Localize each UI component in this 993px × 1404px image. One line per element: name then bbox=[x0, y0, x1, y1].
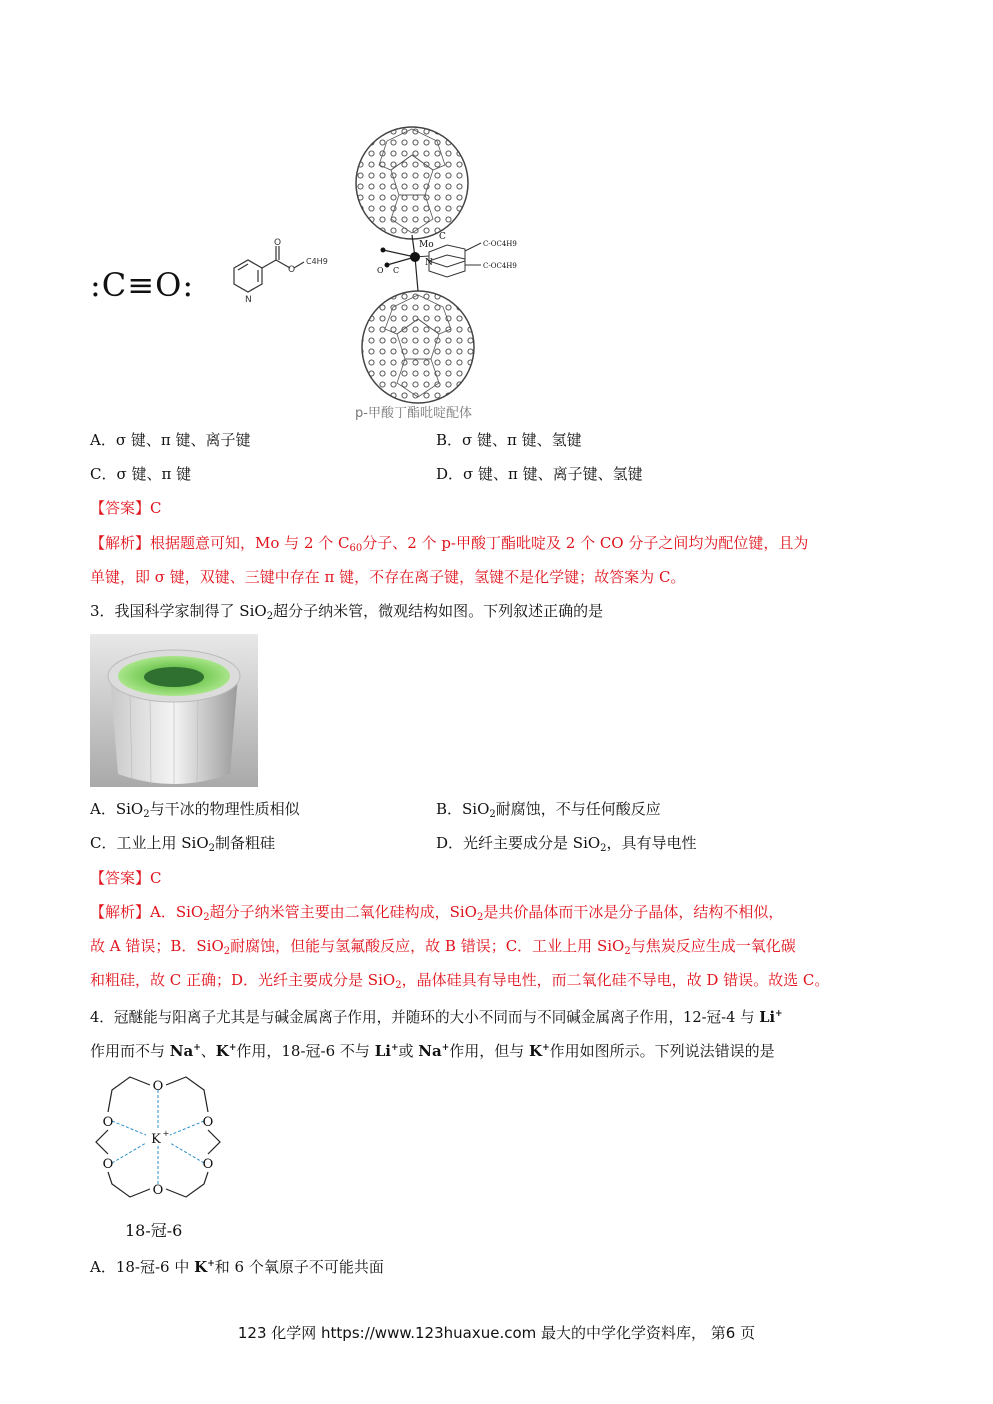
sio2-nanotube-image bbox=[90, 634, 258, 787]
c4h9-label: C4H9 bbox=[306, 257, 328, 266]
n-atom: N bbox=[245, 295, 252, 305]
q2-figure-caption: p-甲酸丁酯吡啶配体 bbox=[355, 406, 472, 421]
page-footer: 123 化学网 https://www.123huaxue.com 最大的中学化学资料库， 第6 页 bbox=[237, 1324, 756, 1342]
svg-text:N: N bbox=[425, 258, 433, 268]
q2-option-c[interactable]: C．σ 键、π 键 bbox=[90, 465, 192, 483]
svg-text:O: O bbox=[377, 266, 384, 275]
oxygen-atom-3: O bbox=[202, 1115, 214, 1130]
mo-atom bbox=[410, 252, 420, 262]
q4-stem-line2: 作用而不与 Na+、K+作用，18-冠-6 不与 Li+或 Na+作用，但与 K+作用如图所示。下列说法错误的是 bbox=[90, 1042, 775, 1060]
q3-analysis-line3: 和粗硅，故 C 正确；D．光纤主要成分是 SiO$_2$，晶体硅具有导电性，而二氧化硅不导电，故 D 错误。故选 C。 bbox=[90, 971, 830, 991]
q2-answer: 【答案】C bbox=[90, 499, 162, 517]
ester-label-1: C-OC4H9 bbox=[483, 240, 517, 248]
q2-option-d[interactable]: D．σ 键、π 键、离子键、氢键 bbox=[436, 465, 643, 483]
oxygen-atom-6: O bbox=[152, 1183, 164, 1198]
crown-ether-18-6-diagram bbox=[88, 1072, 228, 1202]
q3-answer: 【答案】C bbox=[90, 869, 162, 887]
q2-option-b[interactable]: B．σ 键、π 键、氢键 bbox=[436, 431, 582, 449]
q4-figure-caption: 18-冠-6 bbox=[125, 1221, 183, 1240]
q3-analysis-line2: 故 A 错误；B．SiO$_2$耐腐蚀，但能与氢氟酸反应，故 B 错误；C．工业上用 SiO$_2$与焦炭反应生成一氧化碳 bbox=[90, 937, 796, 957]
svg-text:+: + bbox=[162, 1129, 170, 1138]
q3-analysis-line1: 【解析】A．SiO$_2$超分子纳米管主要由二氧化硅构成，SiO$_2$是共价晶体而干冰是分子晶体，结构不相似， bbox=[90, 903, 784, 923]
q3-stem: 3．我国科学家制得了 SiO$_2$超分子纳米管，微观结构如图。下列叙述正确的是 bbox=[90, 602, 604, 622]
oxygen-atom-5: O bbox=[202, 1157, 214, 1172]
q3-option-c[interactable]: C．工业上用 SiO$_2$制备粗硅 bbox=[90, 834, 276, 854]
q3-option-a[interactable]: A．SiO$_2$与干冰的物理性质相似 bbox=[90, 800, 300, 820]
q4-stem-line1: 4．冠醚能与阳离子尤其是与碱金属离子作用，并随环的大小不同而与不同碱金属离子作用，12-冠-4 与 Li+ bbox=[90, 1009, 783, 1026]
q3-option-d[interactable]: D．光纤主要成分是 SiO$_2$，具有导电性 bbox=[436, 834, 697, 854]
c60-upper bbox=[356, 127, 468, 239]
c60-lower bbox=[362, 291, 474, 403]
svg-text:O: O bbox=[274, 238, 282, 248]
pyridine-ester-structure bbox=[212, 238, 332, 308]
q2-analysis-line1: 【解析】根据题意可知，Mo 与 2 个 $C_{60}$分子、2 个 p-甲酸丁酯吡啶及 2 个 CO 分子之间均为配位键，且为 bbox=[90, 534, 809, 554]
q2-analysis-line2: 单键，即 σ 键，双键、三键中存在 π 键，不存在离子键，氢键不是化学键；故答案为 C。 bbox=[90, 568, 686, 586]
fullerene-complex-diagram bbox=[355, 115, 555, 405]
potassium-ion: K bbox=[151, 1132, 161, 1147]
ester-label-2: C-OC4H9 bbox=[483, 262, 517, 270]
q4-option-a[interactable]: A．18-冠-6 中 K+和 6 个氧原子不可能共面 bbox=[90, 1258, 384, 1276]
oxygen-atom-1: O bbox=[152, 1079, 164, 1094]
svg-text:O: O bbox=[288, 265, 296, 275]
oxygen-atom-2: O bbox=[102, 1115, 114, 1130]
svg-text:C: C bbox=[439, 232, 446, 242]
q3-option-b[interactable]: B．SiO$_2$耐腐蚀，不与任何酸反应 bbox=[436, 800, 661, 820]
oxygen-atom-4: O bbox=[102, 1157, 114, 1172]
mo-label: Mo bbox=[419, 240, 434, 250]
q2-option-a[interactable]: A．σ 键、π 键、离子键 bbox=[90, 431, 251, 449]
svg-text:C: C bbox=[393, 266, 400, 275]
co-formula: :C≡O: bbox=[90, 266, 195, 304]
